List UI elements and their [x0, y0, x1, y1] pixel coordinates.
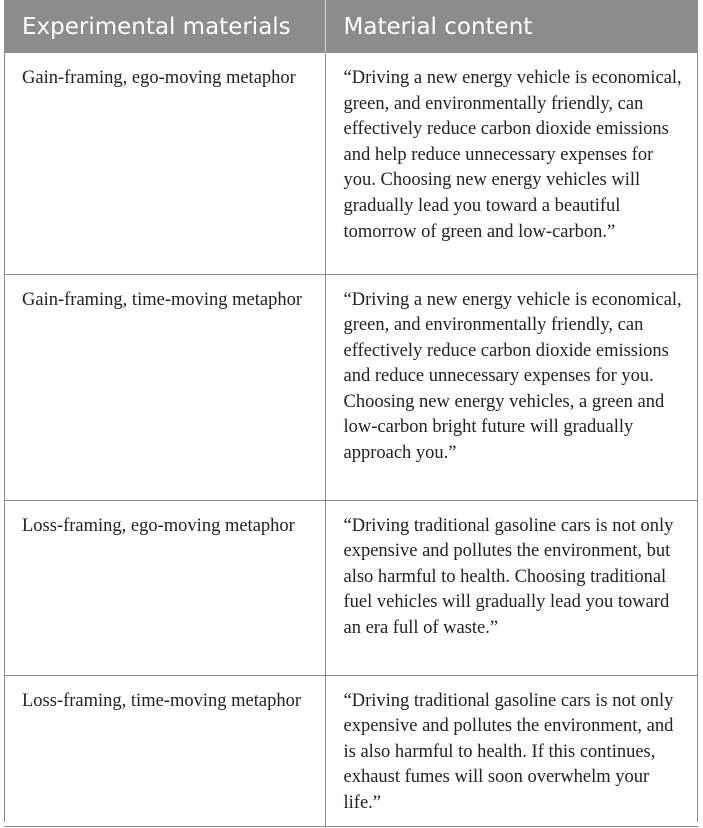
- material-cell: Gain-framing, ego-moving metaphor: [4, 53, 325, 274]
- material-cell: Loss-framing, ego-moving metaphor: [4, 500, 325, 675]
- material-cell: Gain-framing, time-moving metaphor: [4, 274, 325, 500]
- header-material-content: Material content: [325, 0, 698, 53]
- content-cell: “Driving traditional gasoline cars is not only expensive and pollutes the environment, and is also harmful to health. If this continues, exhaust fumes will soon overwhelm your life.”: [325, 675, 698, 827]
- content-cell: “Driving a new energy vehicle is economical, green, and environmentally friendly, can effectively reduce carbon dioxide emissions and help reduce unnecessary expenses for you. Choosing new energy vehicles will gradually lead you toward a beautiful tomorrow of green and low-carbon.”: [325, 53, 698, 274]
- table-row: [4, 53, 698, 274]
- table-row: [4, 274, 698, 500]
- table-body: [4, 53, 698, 827]
- materials-table-container: [4, 0, 698, 827]
- content-cell: “Driving a new energy vehicle is economical, green, and environmentally friendly, can effectively reduce carbon dioxide emissions and reduce unnecessary expenses for you. Choosing new energy vehicles, a green and low-carbon bright future will gradually approach you.”: [325, 274, 698, 500]
- materials-table: [4, 0, 698, 827]
- material-cell: Loss-framing, time-moving metaphor: [4, 675, 325, 827]
- table-row: [4, 675, 698, 827]
- table-header: [4, 0, 698, 53]
- header-row: [4, 0, 698, 53]
- table-row: [4, 500, 698, 675]
- content-cell: “Driving traditional gasoline cars is not only expensive and pollutes the environment, but also harmful to health. Choosing traditional fuel vehicles will gradually lead you toward an era full of waste.”: [325, 500, 698, 675]
- header-experimental-materials: Experimental materials: [4, 0, 325, 53]
